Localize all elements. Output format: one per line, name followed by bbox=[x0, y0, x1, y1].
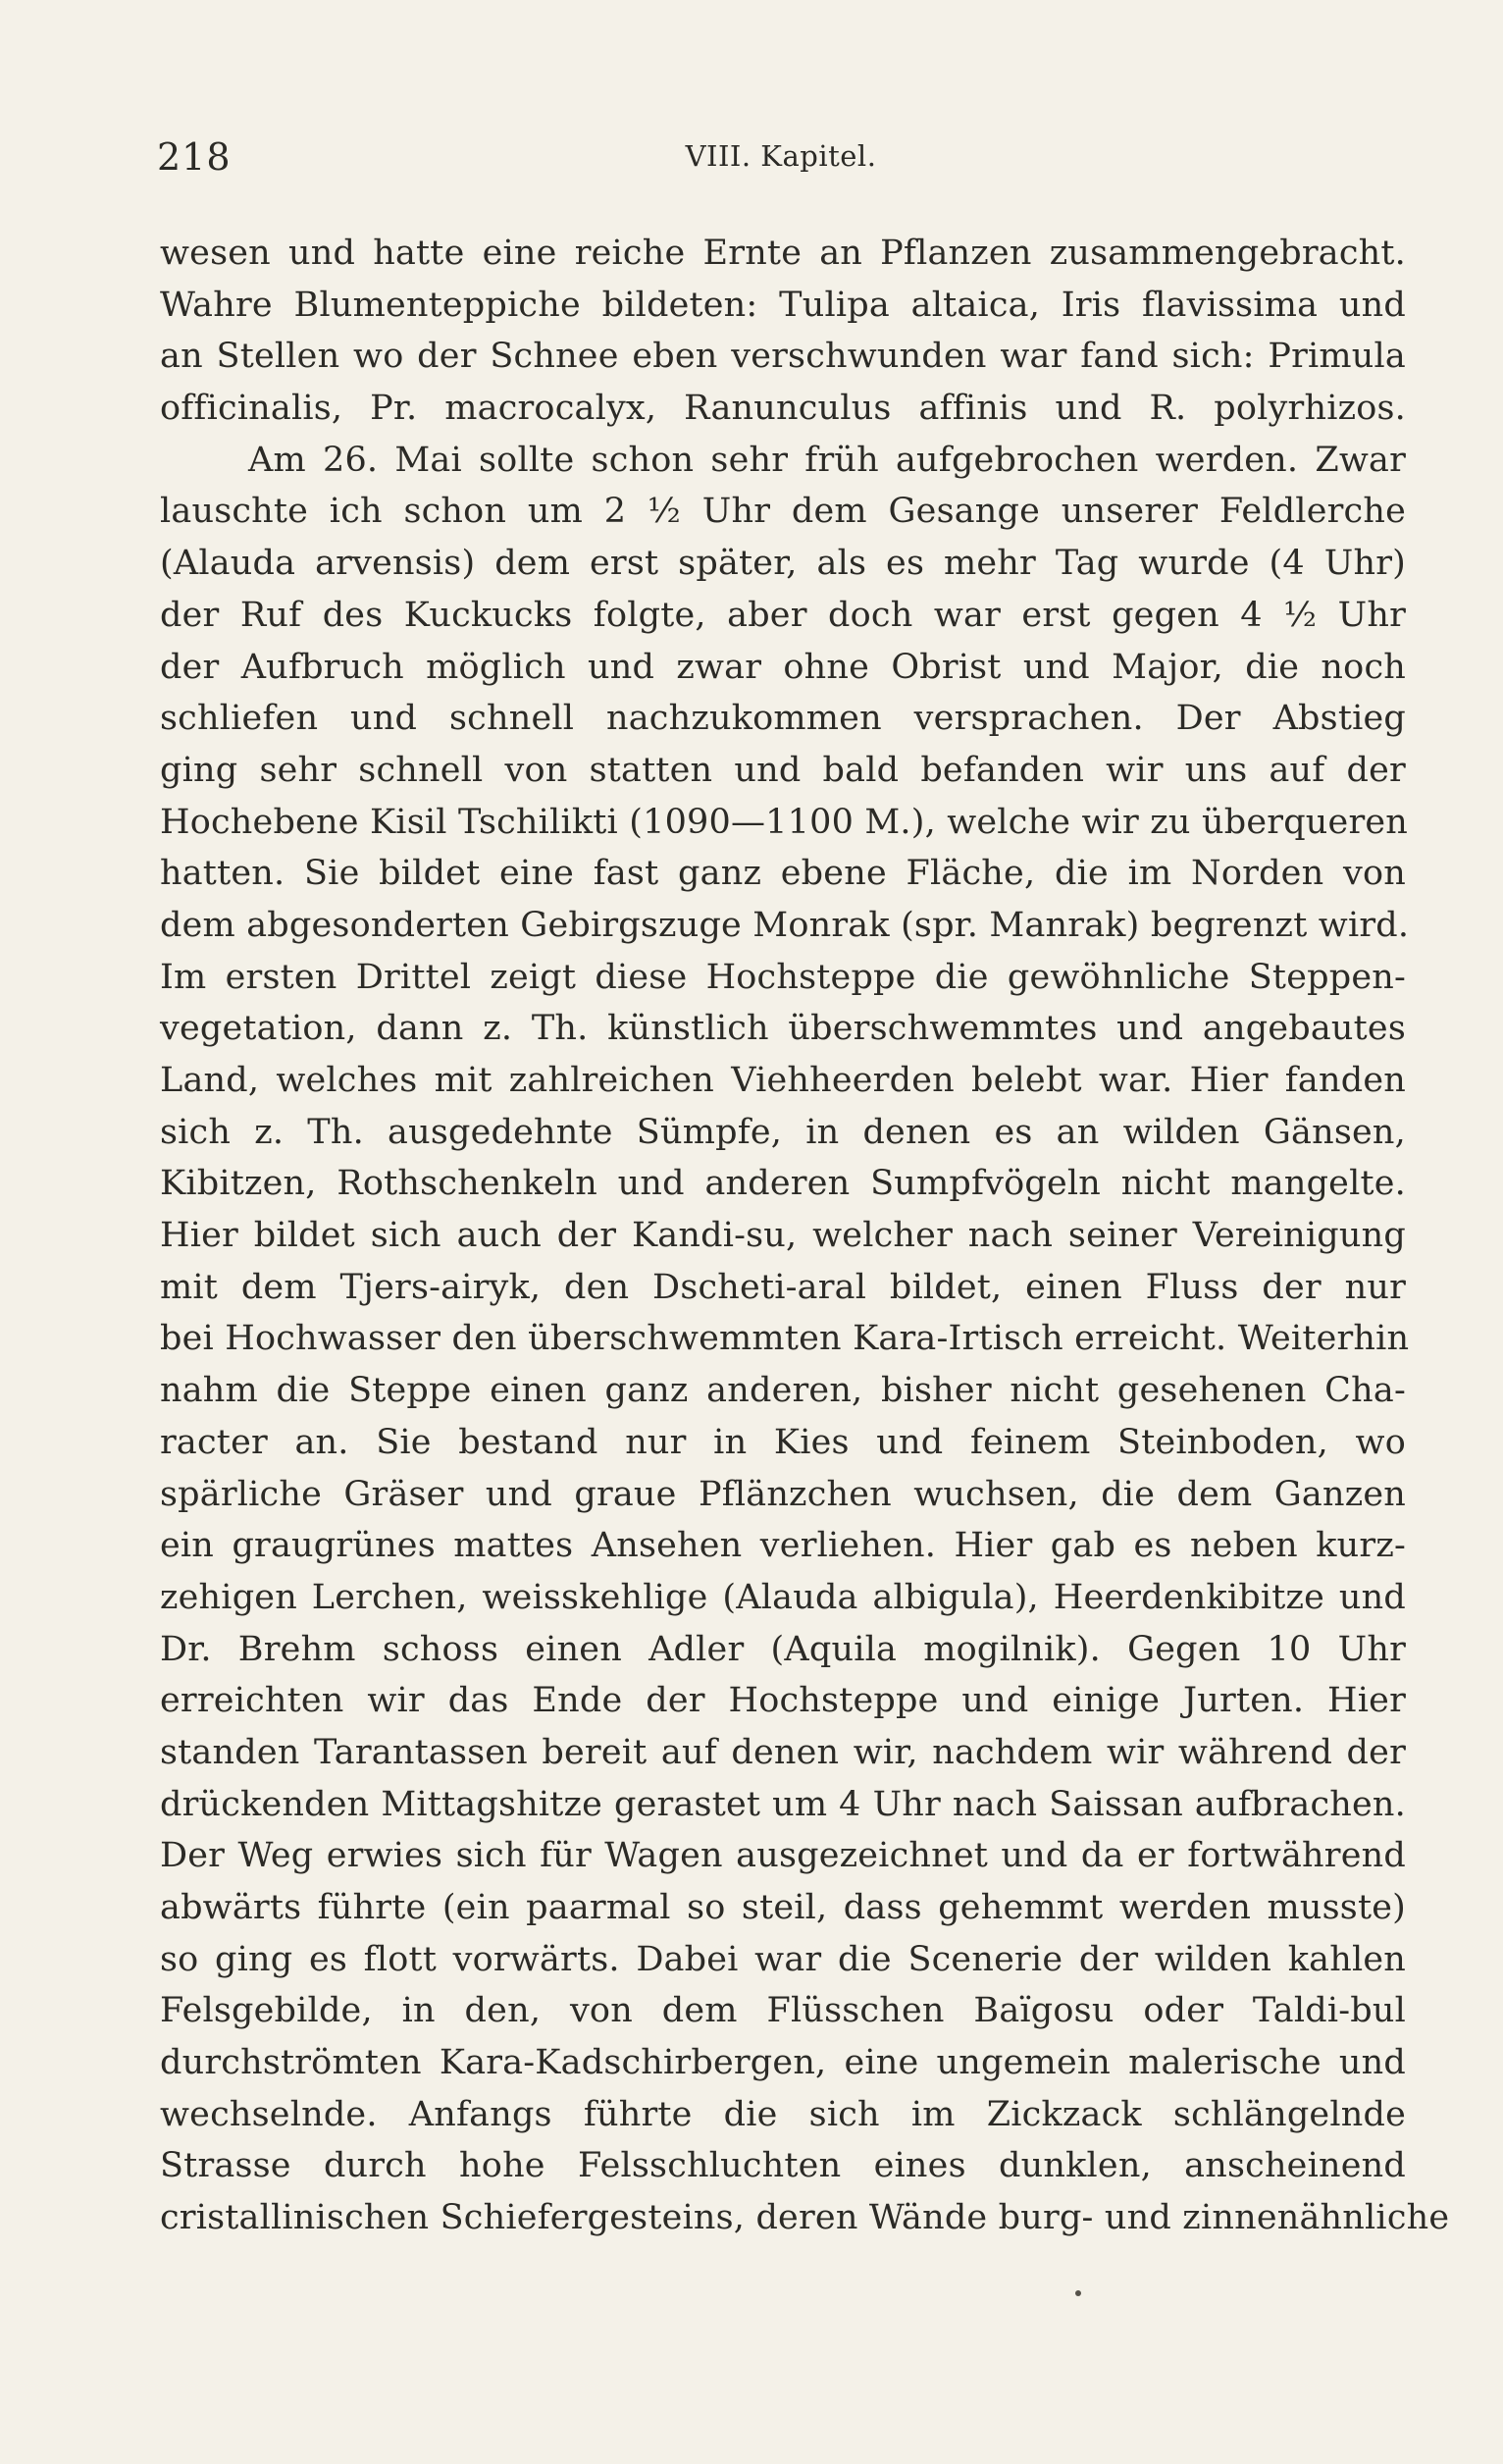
text-line: lauschte ich schon um 2 ½ Uhr dem Gesange unserer Feldlerche bbox=[160, 492, 1406, 532]
text-line: (Alauda arvensis) dem erst später, als es mehr Tag wurde (4 Uhr) bbox=[160, 544, 1406, 584]
text-line: zehigen Lerchen, weisskehlige (Alauda albigula), Heerdenkibitze und bbox=[160, 1577, 1406, 1617]
print-speck bbox=[1075, 2290, 1081, 2296]
text-line: ging sehr schnell von statten und bald befanden wir uns auf der bbox=[160, 750, 1406, 790]
text-line: drückenden Mittagshitze gerastet um 4 Uhr nach Saissan aufbrachen. bbox=[160, 1784, 1406, 1824]
text-line: erreichten wir das Ende der Hochsteppe und einige Jurten. Hier bbox=[160, 1681, 1406, 1721]
text-line: Kibitzen, Rothschenkeln und anderen Sumpfvögeln nicht mangelte. bbox=[160, 1164, 1406, 1204]
text-line: Im ersten Drittel zeigt diese Hochsteppe die gewöhnliche Steppen- bbox=[160, 957, 1406, 997]
text-line: Strasse durch hohe Felsschluchten eines dunklen, anscheinend bbox=[160, 2146, 1406, 2186]
text-line: Wahre Blumenteppiche bildeten: Tulipa altaica, Iris flavissima und bbox=[160, 285, 1406, 325]
text-line: wechselnde. Anfangs führte die sich im Zickzack schlängelnde bbox=[160, 2094, 1406, 2134]
text-line: hatten. Sie bildet eine fast ganz ebene Fläche, die im Norden von bbox=[160, 854, 1406, 894]
text-line: der Ruf des Kuckucks folgte, aber doch war erst gegen 4 ½ Uhr bbox=[160, 595, 1406, 635]
text-line: Der Weg erwies sich für Wagen ausgezeichnet und da er fortwährend bbox=[160, 1836, 1406, 1876]
text-line: dem abgesonderten Gebirgszuge Monrak (spr. Manrak) begrenzt wird. bbox=[160, 905, 1410, 945]
text-line: racter an. Sie bestand nur in Kies und feinem Steinboden, wo bbox=[160, 1422, 1406, 1462]
text-line: standen Tarantassen bereit auf denen wir, nachdem wir während der bbox=[160, 1732, 1406, 1772]
text-line: Felsgebilde, in den, von dem Flüsschen Baïgosu oder Taldi-bul bbox=[160, 1991, 1406, 2031]
running-head bbox=[157, 135, 1405, 194]
text-line: wesen und hatte eine reiche Ernte an Pflanzen zusammengebracht. bbox=[160, 234, 1406, 273]
text-line: Land, welches mit zahlreichen Viehheerden belebt war. Hier fanden bbox=[160, 1061, 1406, 1100]
text-line: Hochebene Kisil Tschilikti (1090—1100 M.), welche wir zu überqueren bbox=[160, 802, 1409, 842]
text-line: abwärts führte (ein paarmal so steil, dass gehemmt werden musste) bbox=[160, 1888, 1406, 1927]
text-line: so ging es flott vorwärts. Dabei war die Scenerie der wilden kahlen bbox=[160, 1939, 1406, 1979]
page-number: 218 bbox=[157, 135, 232, 179]
text-line: bei Hochwasser den überschwemmten Kara-Irtisch erreicht. Weiterhin bbox=[160, 1319, 1410, 1359]
text-line: sich z. Th. ausgedehnte Sümpfe, in denen es an wilden Gänsen, bbox=[160, 1112, 1406, 1152]
text-line: officinalis, Pr. macrocalyx, Ranunculus affinis und R. polyrhizos. bbox=[160, 389, 1406, 429]
text-line: cristallinischen Schiefergesteins, deren Wände burg- und zinnenähnliche bbox=[160, 2198, 1450, 2238]
text-line: spärliche Gräser und graue Pflänzchen wuchsen, die dem Ganzen bbox=[160, 1474, 1406, 1514]
text-line: an Stellen wo der Schnee eben verschwunden war fand sich: Primula bbox=[160, 337, 1406, 377]
text-line: Hier bildet sich auch der Kandi-su, welcher nach seiner Vereinigung bbox=[160, 1216, 1406, 1256]
text-line: der Aufbruch möglich und zwar ohne Obrist und Major, die noch bbox=[160, 647, 1406, 687]
text-line: nahm die Steppe einen ganz anderen, bisher nicht gesehenen Cha- bbox=[160, 1371, 1406, 1411]
body-text bbox=[160, 228, 1450, 2244]
text-line: Am 26. Mai sollte schon sehr früh aufgebrochen werden. Zwar bbox=[248, 440, 1406, 480]
text-line: schliefen und schnell nachzukommen versprachen. Der Abstieg bbox=[160, 699, 1406, 739]
text-line: mit dem Tjers-airyk, den Dscheti-aral bildet, einen Fluss der nur bbox=[160, 1267, 1406, 1307]
text-line: durchströmten Kara-Kadschirbergen, eine ungemein malerische und bbox=[160, 2043, 1406, 2083]
text-line: ein graugrünes mattes Ansehen verliehen. Hier gab es neben kurz- bbox=[160, 1526, 1406, 1566]
text-line: Dr. Brehm schoss einen Adler (Aquila mogilnik). Gegen 10 Uhr bbox=[160, 1629, 1406, 1669]
text-line: vegetation, dann z. Th. künstlich überschwemmtes und angebautes bbox=[160, 1009, 1406, 1049]
chapter-title: VIII. Kapitel. bbox=[685, 139, 877, 173]
